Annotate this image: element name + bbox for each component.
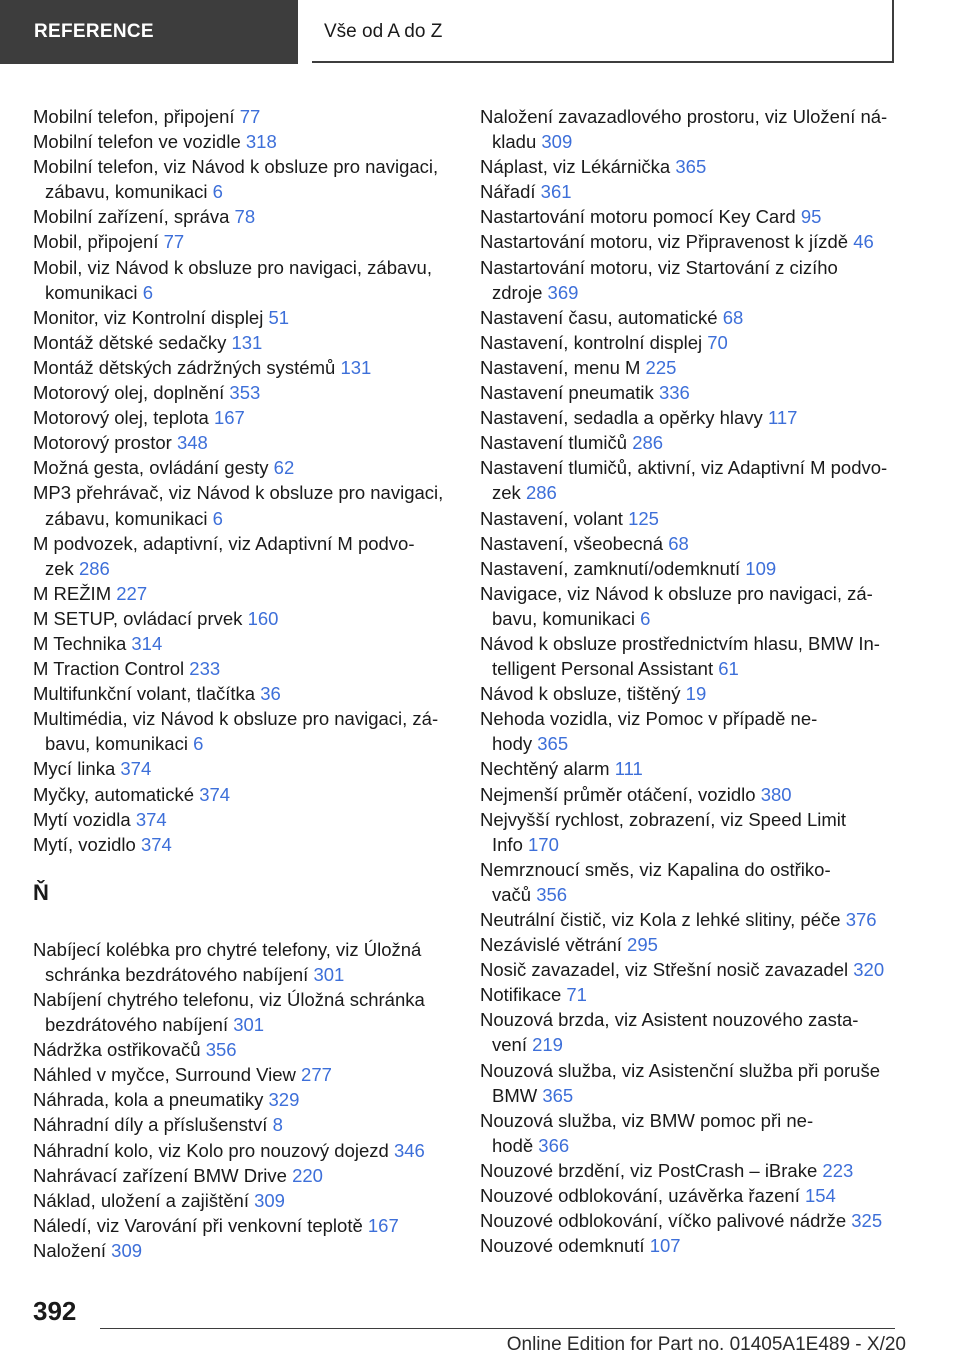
- entry-term: Náhrada, kola a pneumatiky: [33, 1089, 264, 1111]
- index-entry: [33, 1213, 453, 1238]
- entry-term: Nejmenší průměr otáčení, vozidlo: [480, 783, 756, 805]
- entry-term: Nastavení času, automatické: [480, 306, 718, 328]
- entry-term-continued: bavu, komunikaci: [492, 607, 635, 629]
- entry-term: Nouzové odblokování, víčko palivové nádrže: [480, 1210, 847, 1232]
- page-reference-link[interactable]: 77: [239, 106, 261, 127]
- entry-term-continued: zdroje: [492, 281, 543, 303]
- page-reference-link[interactable]: 77: [163, 231, 185, 253]
- entry-term: Návod k obsluze, tištěný: [480, 683, 681, 705]
- index-entry: [33, 455, 453, 480]
- entry-term: Nejvyšší rychlost, zobrazení, viz Speed Limit: [480, 808, 847, 830]
- page-reference-link[interactable]: 68: [668, 532, 689, 554]
- page-reference-link[interactable]: 301: [233, 1014, 265, 1036]
- index-entry: [33, 807, 453, 832]
- index-entry: [480, 1108, 900, 1158]
- footer-divider: [100, 1328, 895, 1329]
- index-entry: [480, 204, 900, 229]
- entry-term-continued: schránka bezdrátového nabíjení: [45, 963, 309, 985]
- index-list-n-continued: [480, 104, 900, 1258]
- entry-term-continued: kladu: [492, 131, 537, 153]
- entry-term: Nastartování motoru pomocí Key Card: [480, 206, 796, 228]
- entry-term: Naložení: [33, 1239, 107, 1261]
- index-entry: [33, 631, 453, 656]
- entry-term: Montáž dětských zádržných systémů: [33, 356, 336, 378]
- entry-term: Návod k obsluze prostřednictvím hlasu, BMW In-: [480, 632, 880, 654]
- index-entry: [480, 631, 900, 681]
- index-entry: [480, 857, 900, 907]
- page-reference-link[interactable]: 356: [205, 1039, 237, 1061]
- entry-term: Nastartování motoru, viz Připravenost k jízdě: [480, 231, 849, 253]
- entry-term: Nabíjecí kolébka pro chytré telefony, viz Úložná: [33, 938, 422, 960]
- entry-term: Naložení zavazadlového prostoru, viz Uložení ná-: [480, 106, 888, 127]
- entry-term: M SETUP, ovládací prvek: [33, 607, 243, 629]
- entry-term: Mobilní zařízení, správa: [33, 206, 230, 228]
- index-entry: [480, 255, 900, 305]
- entry-term-continued: vení: [492, 1034, 527, 1056]
- page-reference-link[interactable]: 277: [301, 1064, 332, 1086]
- index-entry: [33, 430, 453, 455]
- entry-term: Myčky, automatické: [33, 783, 195, 805]
- entry-term-continued: vačů: [492, 883, 532, 905]
- index-entry: [33, 756, 453, 781]
- entry-term: Nářadí: [480, 181, 536, 203]
- entry-term-continued: zábavu, komunikaci: [45, 181, 208, 203]
- page-reference-link[interactable]: 365: [542, 1084, 574, 1106]
- index-entry: [33, 581, 453, 606]
- entry-term: Mobil, viz Návod k obsluze pro navigaci, zábavu,: [33, 256, 432, 278]
- entry-term: Náledí, viz Varování při venkovní teplotě: [33, 1214, 363, 1236]
- page-reference-link[interactable]: 295: [627, 934, 658, 956]
- index-entry: [480, 932, 900, 957]
- page-reference-link[interactable]: 225: [645, 356, 677, 378]
- entry-term: Náhradní kolo, viz Kolo pro nouzový dojezd: [33, 1139, 389, 1161]
- page-reference-link[interactable]: 219: [532, 1034, 563, 1056]
- page-reference-link[interactable]: 154: [804, 1185, 836, 1207]
- entry-term: Nastavení, kontrolní displej: [480, 331, 703, 353]
- page-reference-link[interactable]: 6: [142, 281, 153, 303]
- page-reference-link[interactable]: 286: [632, 432, 664, 454]
- page-reference-link[interactable]: 223: [822, 1159, 854, 1181]
- index-entry: [480, 1208, 900, 1233]
- index-entry: [480, 430, 900, 455]
- page-reference-link[interactable]: 220: [292, 1164, 323, 1186]
- index-entry: [33, 1037, 453, 1062]
- index-entry: [33, 1087, 453, 1112]
- index-column-right: [480, 104, 900, 1258]
- entry-term: M REŽIM: [33, 582, 112, 604]
- page-reference-link[interactable]: 51: [268, 306, 290, 328]
- entry-term-continued: zek: [45, 557, 74, 579]
- page-reference-link[interactable]: 46: [853, 231, 874, 253]
- page-reference-link[interactable]: 71: [566, 984, 587, 1006]
- entry-term: Nouzová služba, viz Asistenční služba při poruše: [480, 1059, 881, 1081]
- entry-term: Nouzová brzda, viz Asistent nouzového zasta-: [480, 1009, 859, 1031]
- entry-term: M Traction Control: [33, 658, 185, 680]
- page-reference-link[interactable]: 374: [120, 758, 152, 780]
- index-entry: [33, 782, 453, 807]
- index-entry: [33, 832, 453, 857]
- entry-term: Nabíjení chytrého telefonu, viz Úložná schránka: [33, 989, 425, 1010]
- page-reference-link[interactable]: 227: [116, 582, 148, 604]
- index-entry: [480, 681, 900, 706]
- index-entry: [480, 1007, 900, 1057]
- letter-heading: Ň: [33, 879, 49, 905]
- entry-term: Mytí, vozidlo: [33, 833, 136, 855]
- page-reference-link[interactable]: 309: [111, 1239, 143, 1261]
- entry-term: Nouzové odemknutí: [480, 1235, 645, 1257]
- page-reference-link[interactable]: 6: [212, 507, 223, 529]
- index-entry: [480, 305, 900, 330]
- page-reference-link[interactable]: 365: [675, 156, 707, 178]
- entry-term: Nosič zavazadel, viz Střešní nosič zavazadel: [480, 959, 849, 981]
- index-entry: [33, 1188, 453, 1213]
- page-reference-link[interactable]: 62: [273, 457, 295, 479]
- index-entry: [33, 706, 453, 756]
- page-reference-link[interactable]: 160: [247, 607, 279, 629]
- index-entry: [33, 937, 453, 987]
- page-reference-link[interactable]: 374: [135, 808, 167, 830]
- index-entry: [33, 104, 453, 129]
- index-entry: [480, 229, 900, 254]
- entry-term-continued: telligent Personal Assistant: [492, 658, 714, 680]
- page-reference-link[interactable]: 70: [707, 331, 728, 353]
- entry-term: Motorový olej, teplota: [33, 407, 209, 429]
- entry-term-continued: zábavu, komunikaci: [45, 507, 208, 529]
- index-entry: [33, 480, 453, 530]
- page-reference-link[interactable]: 36: [260, 683, 281, 705]
- page-reference-link[interactable]: 68: [722, 306, 744, 328]
- index-entry: [33, 1112, 453, 1137]
- page-reference-link[interactable]: 356: [536, 883, 568, 905]
- page-reference-link[interactable]: 374: [199, 783, 231, 805]
- page-number: 392: [33, 1296, 77, 1326]
- index-entry: [480, 1233, 900, 1258]
- page-reference-link[interactable]: 117: [767, 407, 798, 429]
- index-entry: [33, 987, 453, 1037]
- page-reference-link[interactable]: 309: [254, 1189, 285, 1211]
- page-reference-link[interactable]: 131: [231, 331, 263, 353]
- page-reference-link[interactable]: 366: [538, 1134, 570, 1156]
- page-reference-link[interactable]: 286: [78, 557, 110, 579]
- entry-term: Nastavení, sedadla a opěrky hlavy: [480, 407, 763, 429]
- section-tab: REFERENCE: [0, 0, 298, 64]
- page-reference-link[interactable]: 314: [131, 632, 163, 654]
- entry-term: MP3 přehrávač, viz Návod k obsluze pro navigaci,: [33, 482, 444, 504]
- entry-term: Notifikace: [480, 984, 562, 1006]
- index-entry: [33, 681, 453, 706]
- entry-term: Nahrávací zařízení BMW Drive: [33, 1164, 287, 1186]
- index-entry: [480, 455, 900, 505]
- page-reference-link[interactable]: 78: [234, 206, 256, 228]
- entry-term: Mobilní telefon ve vozidle: [33, 131, 241, 153]
- page-reference-link[interactable]: 374: [140, 833, 172, 855]
- page-reference-link[interactable]: 365: [537, 733, 569, 755]
- entry-term: M Technika: [33, 632, 127, 654]
- entry-term: Monitor, viz Kontrolní displej: [33, 306, 264, 328]
- entry-term: Náklad, uložení a zajištění: [33, 1189, 249, 1211]
- index-entry: [480, 506, 900, 531]
- entry-term: Motorový olej, doplnění: [33, 382, 225, 404]
- entry-term: Multifunkční volant, tlačítka: [33, 683, 256, 705]
- page-reference-link[interactable]: 95: [800, 206, 822, 228]
- footer-edition: Online Edition for Part no. 01405A1E489 - X/20: [506, 1334, 906, 1355]
- entry-term: Nemrznoucí směs, viz Kapalina do ostřiko-: [480, 858, 831, 880]
- index-entry: [480, 531, 900, 556]
- entry-term: Náplast, viz Lékárnička: [480, 156, 671, 178]
- page-reference-link[interactable]: 167: [213, 407, 245, 429]
- page-reference-link[interactable]: 125: [628, 507, 659, 529]
- entry-term: Nastavení tlumičů: [480, 432, 628, 454]
- entry-term: Nouzová služba, viz BMW pomoc při ne-: [480, 1109, 814, 1131]
- index-list-n: [33, 937, 453, 1263]
- index-entry: [480, 957, 900, 982]
- page-reference-link[interactable]: 8: [272, 1114, 283, 1136]
- entry-term: Neutrální čistič, viz Kola z lehké slitiny, péče: [480, 909, 841, 930]
- entry-term: Nastavení, volant: [480, 507, 623, 529]
- entry-term-continued: zek: [492, 482, 521, 504]
- index-entry: [480, 807, 900, 857]
- entry-term-continued: Info: [492, 833, 523, 855]
- index-entry: [480, 104, 900, 154]
- index-entry: [33, 1138, 453, 1163]
- section-title: Vše od A do Z: [312, 0, 894, 63]
- page-reference-link[interactable]: 109: [745, 557, 777, 579]
- entry-term: Náhled v myčce, Surround View: [33, 1064, 296, 1086]
- page-reference-link[interactable]: 348: [176, 432, 208, 454]
- index-entry: [480, 330, 900, 355]
- index-entry: [33, 656, 453, 681]
- index-entry: [33, 204, 453, 229]
- page-reference-link[interactable]: 6: [212, 181, 223, 203]
- page-reference-link[interactable]: 376: [845, 909, 877, 930]
- index-entry: [33, 355, 453, 380]
- page-reference-link[interactable]: 380: [760, 783, 792, 805]
- page-reference-link[interactable]: 131: [340, 356, 372, 378]
- index-entry: [480, 1058, 900, 1108]
- page-reference-link[interactable]: 329: [268, 1089, 300, 1111]
- entry-term: Nouzové odblokování, uzávěrka řazení: [480, 1185, 800, 1207]
- page-reference-link[interactable]: 301: [313, 963, 345, 985]
- index-entry: [480, 1183, 900, 1208]
- entry-term: Mycí linka: [33, 758, 116, 780]
- index-entry: [480, 355, 900, 380]
- page-reference-link[interactable]: 233: [189, 658, 221, 680]
- page-reference-link[interactable]: 336: [658, 382, 690, 404]
- entry-term: Nechtěný alarm: [480, 758, 610, 780]
- entry-term-continued: hodě: [492, 1134, 534, 1156]
- index-entry: [480, 756, 900, 781]
- page-reference-link[interactable]: 19: [685, 683, 707, 705]
- entry-term: Mobil, připojení: [33, 231, 159, 253]
- entry-term: Nastavení, menu M: [480, 356, 641, 378]
- entry-term-continued: hody: [492, 733, 533, 755]
- page-reference-link[interactable]: 61: [718, 658, 739, 680]
- entry-term: Nádržka ostřikovačů: [33, 1039, 201, 1061]
- page-reference-link[interactable]: 286: [525, 482, 557, 504]
- index-entry: [480, 405, 900, 430]
- page-reference-link[interactable]: 325: [851, 1210, 883, 1232]
- entry-term: Multimédia, viz Návod k obsluze pro navigaci, zá-: [33, 708, 439, 730]
- index-entry: [33, 1062, 453, 1087]
- index-entry: [480, 782, 900, 807]
- page-reference-link[interactable]: 309: [541, 131, 573, 153]
- index-entry: [33, 380, 453, 405]
- page-reference-link[interactable]: 320: [853, 959, 885, 981]
- entry-term: Nastartování motoru, viz Startování z cizího: [480, 256, 838, 278]
- entry-term: Montáž dětské sedačky: [33, 331, 227, 353]
- page-reference-link[interactable]: 6: [640, 607, 651, 629]
- page-reference-link[interactable]: 353: [229, 382, 261, 404]
- index-entry: [480, 982, 900, 1007]
- index-entry: [33, 1163, 453, 1188]
- index-entry: [33, 154, 453, 204]
- page-reference-link[interactable]: 369: [547, 281, 579, 303]
- entry-term: Nehoda vozidla, viz Pomoc v případě ne-: [480, 708, 818, 730]
- index-entry: [33, 405, 453, 430]
- entry-term-continued: bavu, komunikaci: [45, 733, 188, 755]
- entry-term-continued: bezdrátového nabíjení: [45, 1014, 229, 1036]
- index-entry: [480, 154, 900, 179]
- entry-term: Motorový prostor: [33, 432, 172, 454]
- entry-term: Navigace, viz Návod k obsluze pro navigaci, zá-: [480, 582, 873, 604]
- index-entry: [33, 606, 453, 631]
- index-entry: [33, 531, 453, 581]
- index-entry: [480, 907, 900, 932]
- entry-term: Nastavení, zamknutí/odemknutí: [480, 557, 741, 579]
- index-entry: [33, 129, 453, 154]
- entry-term: Možná gesta, ovládání gesty: [33, 457, 269, 479]
- entry-term: Mobilní telefon, viz Návod k obsluze pro navigaci,: [33, 156, 439, 178]
- index-column-left: [33, 104, 453, 1263]
- index-entry: [480, 179, 900, 204]
- index-entry: [33, 255, 453, 305]
- index-entry: [33, 229, 453, 254]
- entry-term: Nezávislé větrání: [480, 934, 622, 956]
- index-entry: [480, 1158, 900, 1183]
- page-reference-link[interactable]: 361: [540, 181, 572, 203]
- page-reference-link[interactable]: 167: [367, 1214, 399, 1236]
- page-reference-link[interactable]: 111: [614, 758, 643, 780]
- entry-term: Mytí vozidla: [33, 808, 131, 830]
- index-entry: [33, 1238, 453, 1263]
- entry-term: Nastavení, všeobecná: [480, 532, 664, 554]
- index-entry: [33, 330, 453, 355]
- page-reference-link[interactable]: 346: [393, 1139, 425, 1161]
- entry-term: M podvozek, adaptivní, viz Adaptivní M podvo-: [33, 532, 415, 554]
- index-list-m: [33, 104, 453, 857]
- entry-term: Nastavení pneumatik: [480, 382, 654, 404]
- page-reference-link[interactable]: 318: [245, 131, 277, 153]
- entry-term-continued: komunikaci: [45, 281, 138, 303]
- entry-term: Nastavení tlumičů, aktivní, viz Adaptivní M podvo-: [480, 457, 888, 479]
- entry-term: Náhradní díly a příslušenství: [33, 1114, 268, 1136]
- entry-term: Nouzové brzdění, viz PostCrash – iBrake: [480, 1159, 818, 1181]
- index-entry: [33, 305, 453, 330]
- index-entry: [480, 556, 900, 581]
- index-entry: [480, 581, 900, 631]
- page-reference-link[interactable]: 6: [193, 733, 204, 755]
- entry-term-continued: BMW: [492, 1084, 538, 1106]
- index-entry: [480, 706, 900, 756]
- index-entry: [480, 380, 900, 405]
- entry-term: Mobilní telefon, připojení: [33, 106, 235, 127]
- page-reference-link[interactable]: 170: [528, 833, 559, 855]
- page-reference-link[interactable]: 107: [649, 1235, 681, 1257]
